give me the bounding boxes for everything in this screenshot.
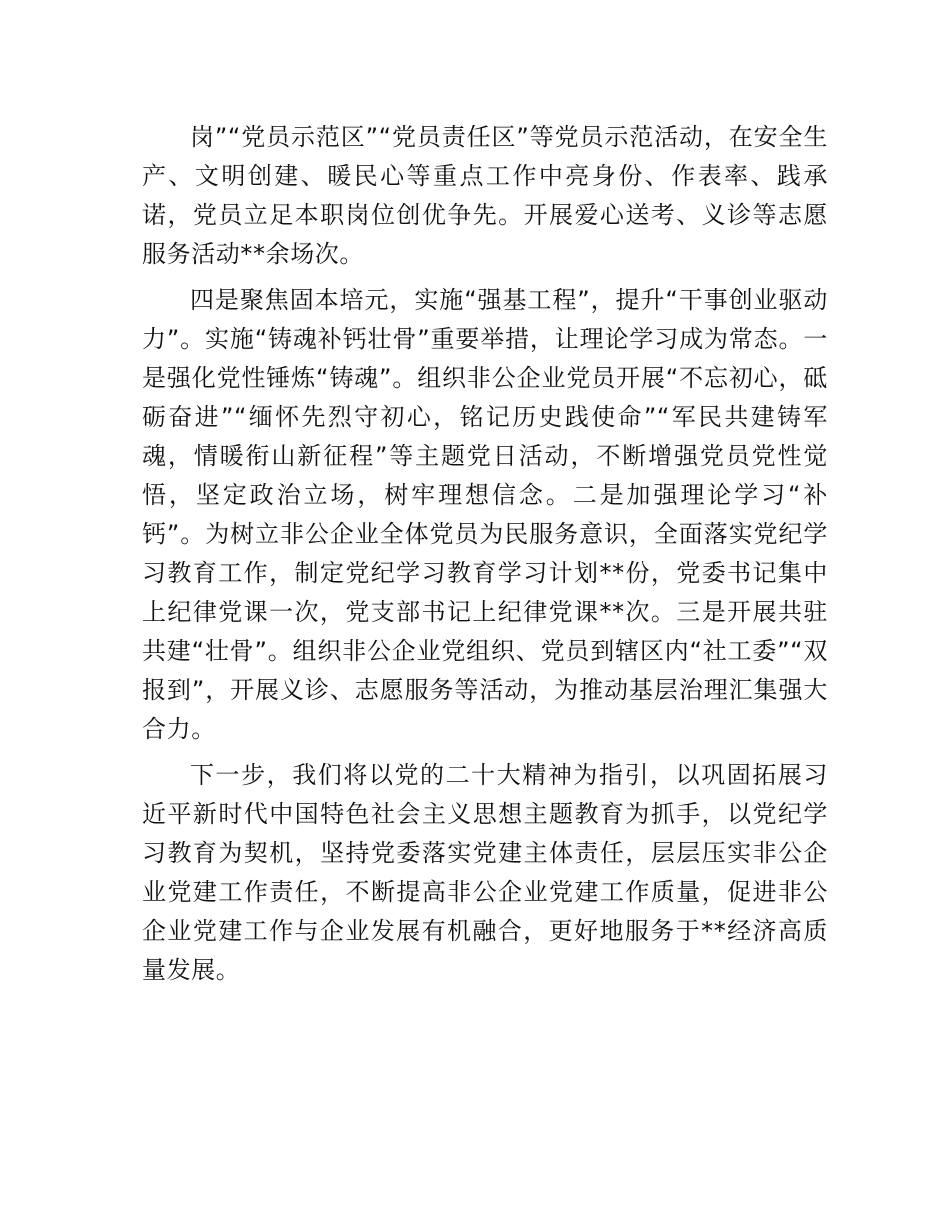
paragraph-strengthen-foundation: 四是聚焦固本培元，实施“强基工程”，提升“干事创业驱动力”。实施“铸魂补钙壮骨”重要举措，让理论学习成为常态。一是强化党性锤炼“铸魂”。组织非公企业党员开展“不忘初心，砥砺奋进”“缅怀先烈守初心，铭记历史践使命”“军民共建铸军魂，情暖衔山新征程”等主题党日活动，不断增强党员党性觉悟，坚定政治立场，树牢理想信念。二是加强理论学习“补钙”。为树立非公企业全体党员为民服务意识，全面落实党纪学习教育工作，制定党纪学习教育学习计划**份，党委书记集中上纪律党课一次，党支部书记上纪律党课**次。三是开展共驻共建“壮骨”。组织非公企业党组织、党员到辖区内“社工委”“双报到”，开展义诊、志愿服务等活动，为推动基层治理汇集强大合力。 (142, 286, 828, 743)
document-body (142, 118, 828, 997)
paragraph-next-steps: 下一步，我们将以党的二十大精神为指引，以巩固拓展习近平新时代中国特色社会主义思想主题教育为抓手，以党纪学习教育为契机，坚持党委落实党建主体责任，层层压实非公企业党建工作责任，不断提高非公企业党建工作质量，促进非公企业党建工作与企业发展有机融合，更好地服务于**经济高质量发展。 (142, 761, 828, 984)
paragraph-continuation-demonstration-activities: 岗”“党员示范区”“党员责任区”等党员示范活动，在安全生产、文明创建、暖民心等重点工作中亮身份、作表率、践承诺，党员立足本职岗位创优争先。开展爱心送考、义诊等志愿服务活动**余场次。 (142, 123, 828, 268)
